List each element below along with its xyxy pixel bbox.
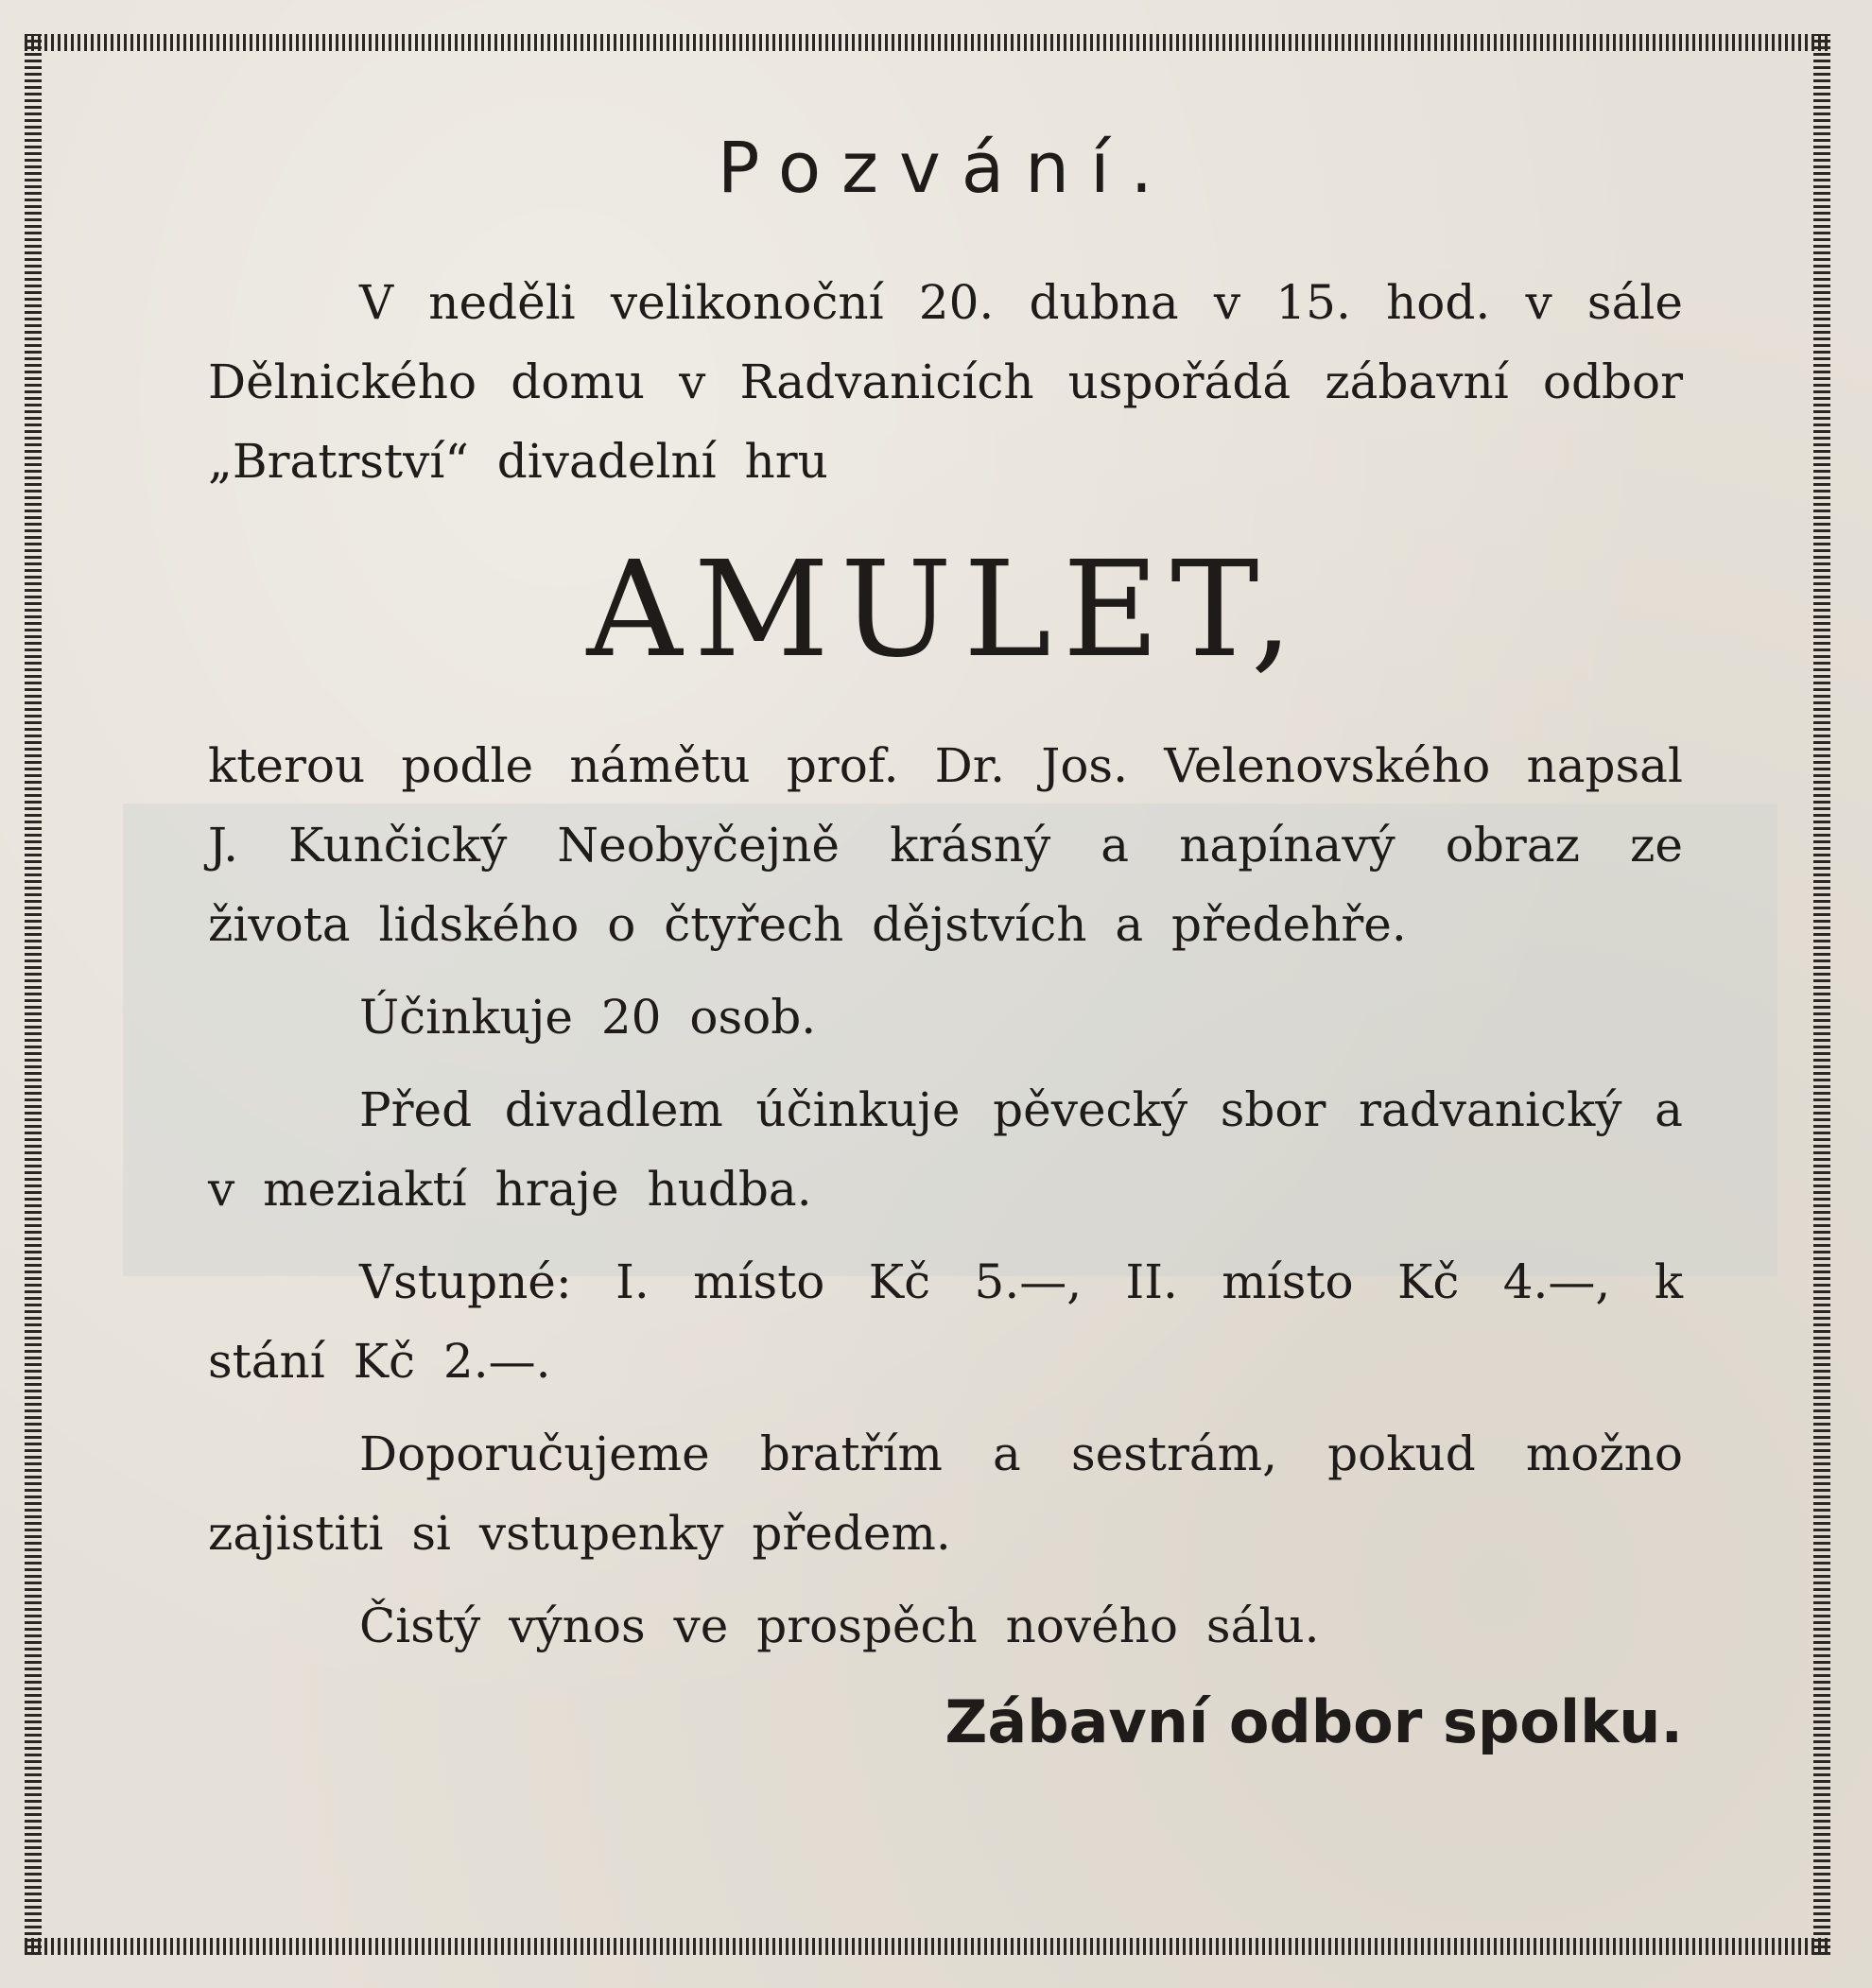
border-top [25, 34, 1830, 51]
proceeds-paragraph: Čistý výnos ve prospěch nového sálu. [359, 1599, 1320, 1653]
border-left [25, 34, 42, 1955]
notice-title: Pozvání. [717, 128, 1174, 209]
description-paragraph: kterou podle námětu prof. Dr. Jos. Velenovského napsal J. Kunčický Neobyčejně krásný a napínavý obraz ze života lidského o čtyřech dějstvích a předehře. [208, 738, 1683, 952]
border-bottom [25, 1938, 1830, 1955]
border-right [1813, 34, 1830, 1955]
intro-paragraph: V neděli velikonoční 20. dubna v 15. hod. v sále Dělnického domu v Radvanicích uspořádá zábavní odbor „Bratrství“ divadelní hru [208, 275, 1683, 489]
cast-paragraph: Účinkuje 20 osob. [359, 990, 817, 1045]
admission-paragraph: Vstupné: I. místo Kč 5.—, II. místo Kč 4.—, k stání Kč 2.—. [208, 1254, 1683, 1389]
notice-body [208, 112, 1683, 1772]
play-title: AMULET, [586, 533, 1305, 687]
signature: Zábavní odbor spolku. [945, 1687, 1683, 1756]
recommendation-paragraph: Doporučujeme bratřím a sestrám, pokud možno zajistiti si vstupenky předem. [208, 1426, 1683, 1561]
choir-paragraph: Před divadlem účinkuje pěvecký sbor radvanický a v meziaktí hraje hudba. [208, 1082, 1683, 1217]
